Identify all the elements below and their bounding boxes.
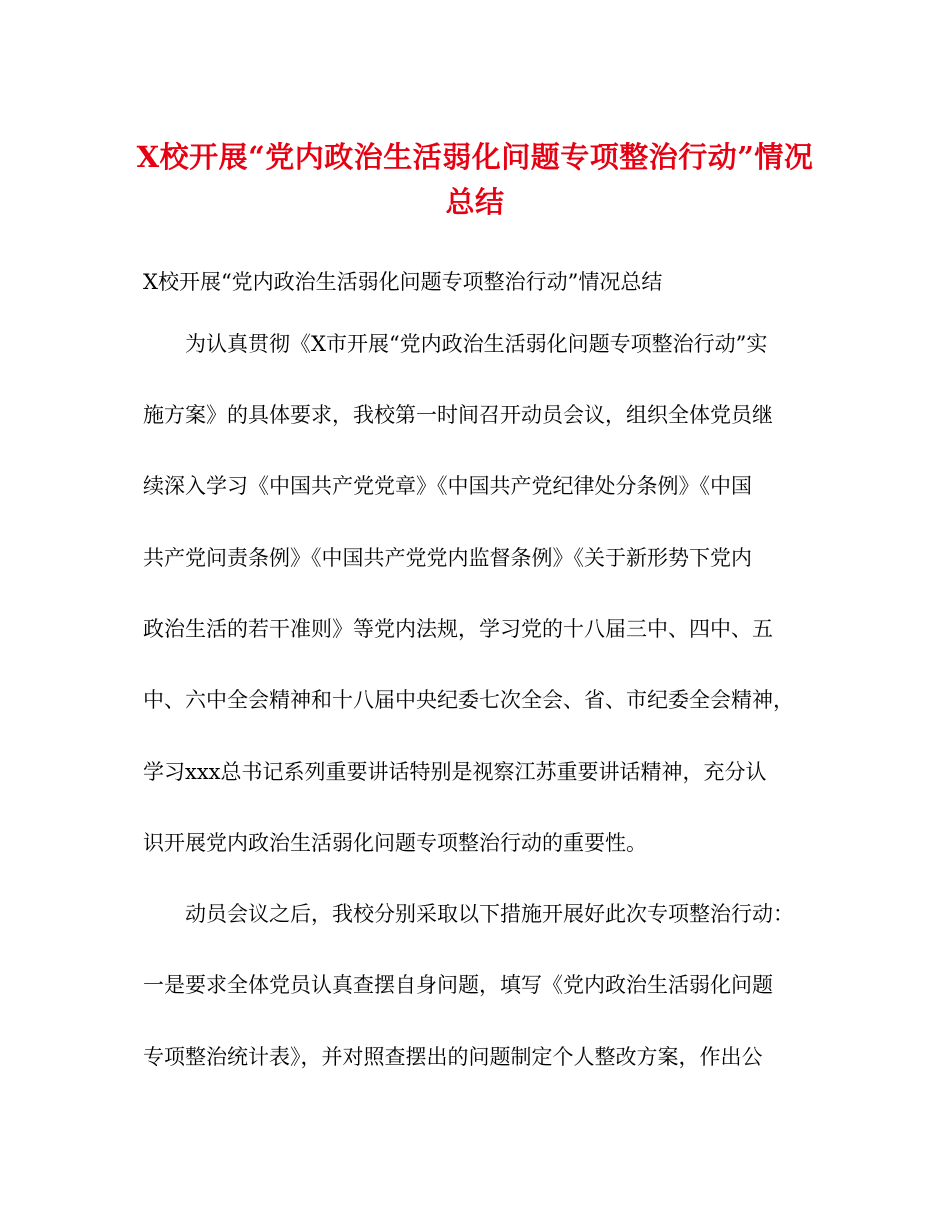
document-title-line-2: 总结 [445, 185, 505, 219]
paragraph-line: 政治生活的若干准则》等党内法规，学习党的十八届三中、四中、五 [143, 617, 773, 641]
paragraph-line: 中、六中全会精神和十八届中央纪委七次全会、省、市纪委全会精神， [143, 688, 794, 712]
paragraph-line: 续深入学习《中国共产党党章》《中国共产党纪律处分条例》《中国 [143, 474, 752, 498]
paragraph-line: 学习xxx总书记系列重要讲话特别是视察江苏重要讲话精神，充分认 [143, 760, 767, 784]
paragraph-line: 施方案》的具体要求，我校第一时间召开动员会议，组织全体党员继 [143, 403, 773, 427]
paragraph-line: 识开展党内政治生活弱化问题专项整治行动的重要性。 [143, 831, 647, 855]
paragraph-line: 为认真贯彻《X市开展“党内政治生活弱化问题专项整治行动”实 [185, 332, 768, 356]
subtitle-line: X校开展“党内政治生活弱化问题专项整治行动”情况总结 [143, 270, 663, 294]
paragraph-line: 专项整治统计表》，并对照查摆出的问题制定个人整改方案，作出公 [143, 1045, 763, 1069]
document-title-line-1: X校开展“党内政治生活弱化问题专项整治行动”情况 [136, 140, 814, 174]
paragraph-line: 动员会议之后，我校分别采取以下措施开展好此次专项整治行动： [185, 902, 794, 926]
paragraph-line: 共产党问责条例》《中国共产党党内监督条例》《关于新形势下党内 [143, 546, 752, 570]
paragraph-line: 一是要求全体党员认真查摆自身问题，填写《党内政治生活弱化问题 [143, 973, 773, 997]
